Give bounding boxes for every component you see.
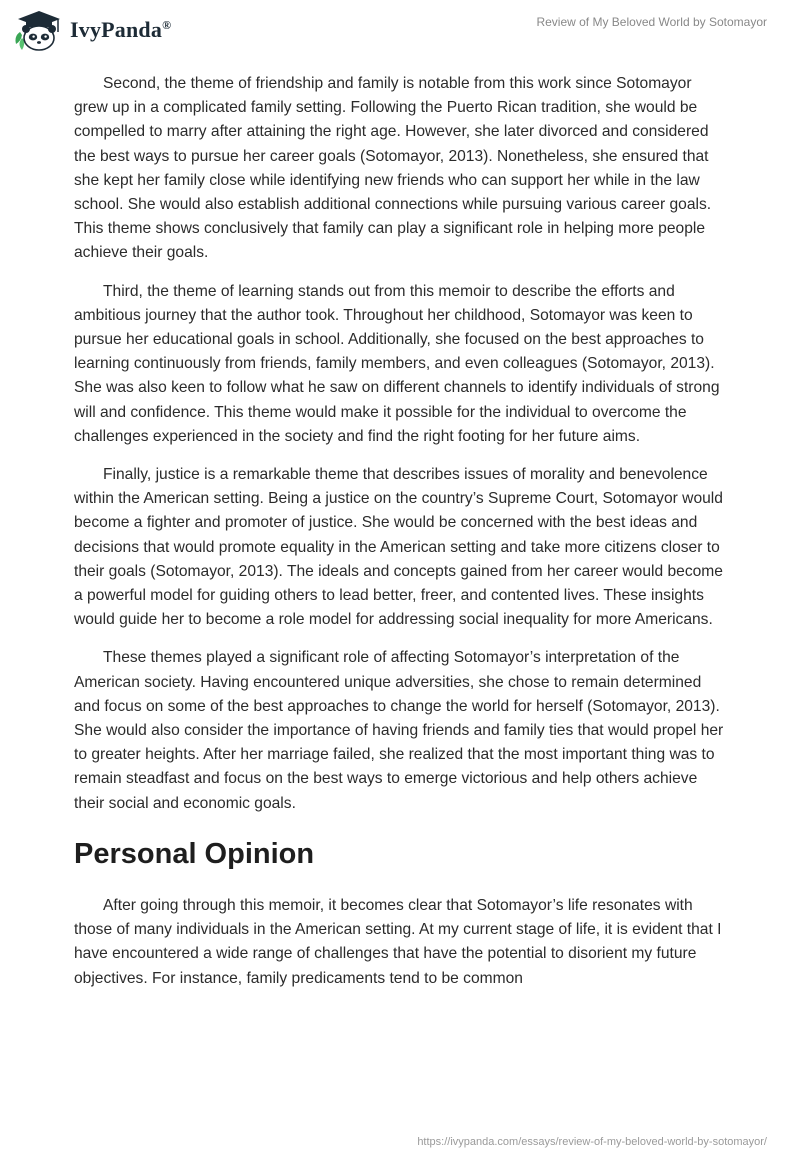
section-heading-personal-opinion: Personal Opinion: [74, 837, 315, 870]
paragraph-themes-summary: These themes played a significant role of affecting Sotomayor’s interpretation of the American society. Having encountered unique adversities, she chose to remain determined and focus on some of the best approaches to change the world for herself (Sotomayor, 2013). She would also consider the importance of having friends and family ties that would propel her to greater heights. After her marriage failed, she realized that the most important thing was to remain steadfast and focus on the best ways to emerge victorious and help others achieve their social and economic goals.: [74, 649, 724, 812]
paragraph-learning: Third, the theme of learning stands out from this memoir to describe the efforts and ambitious journey that the author took. Throughout her childhood, Sotomayor was keen to pursue her educational goals in school. Additionally, she focused on the best approaches to learning continuously from friends, family members, and even colleagues (Sotomayor, 2013). She was also keen to follow what he saw on different channels to identify individuals of strong will and confidence. This theme would make it possible for the individual to overcome the challenges experienced in the society and find the right footing for her future aims.: [74, 282, 720, 445]
paragraph-justice: Finally, justice is a remarkable theme that describes issues of morality and benevolence within the American setting. Being a justice on the country’s Supreme Court, Sotomayor would become a fighter and promoter of justice. She would be concerned with the best ideas and decisions that would promote equality in the American setting and take more citizens closer to their goals (Sotomayor, 2013). The ideals and concepts gained from her career would become a powerful model for guiding others to lead better, freer, and contented lives. These insights would guide her to become a role model for addressing social inequality for more Americans.: [74, 466, 723, 629]
brand-name: IvyPanda®: [70, 17, 172, 42]
panda-graduate-icon: [12, 8, 66, 52]
paragraph-friendship-family: Second, the theme of friendship and family is notable from this work since Sotomayor grew up in a complicated family setting. Following the Puerto Rican tradition, she would be compelled to marry after attaining the right age. However, she later divorced and considered the best ways to pursue her career goals (Sotomayor, 2013). Nonetheless, she ensured that she kept her family close while identifying new friends who can support her while in the law school. She would also establish additional connections while pursuing various career goals. This theme shows conclusively that family can play a significant role in helping more people achieve their goals.: [74, 75, 712, 262]
source-url[interactable]: https://ivypanda.com/essays/review-of-my-beloved-world-by-sotomayor/: [417, 1136, 767, 1148]
ivypanda-logo[interactable]: [12, 8, 171, 52]
document-title: Review of My Beloved World by Sotomayor: [536, 15, 767, 29]
paragraph-personal-opinion: After going through this memoir, it becomes clear that Sotomayor’s life resonates with those of many individuals in the American setting. At my current stage of life, it is evident that I have encountered a wide range of challenges that have the potential to disorient my future objectives. For instance, family predicaments tend to be common: [74, 896, 722, 987]
essay-body: [74, 72, 726, 1005]
page-header: [0, 0, 800, 60]
